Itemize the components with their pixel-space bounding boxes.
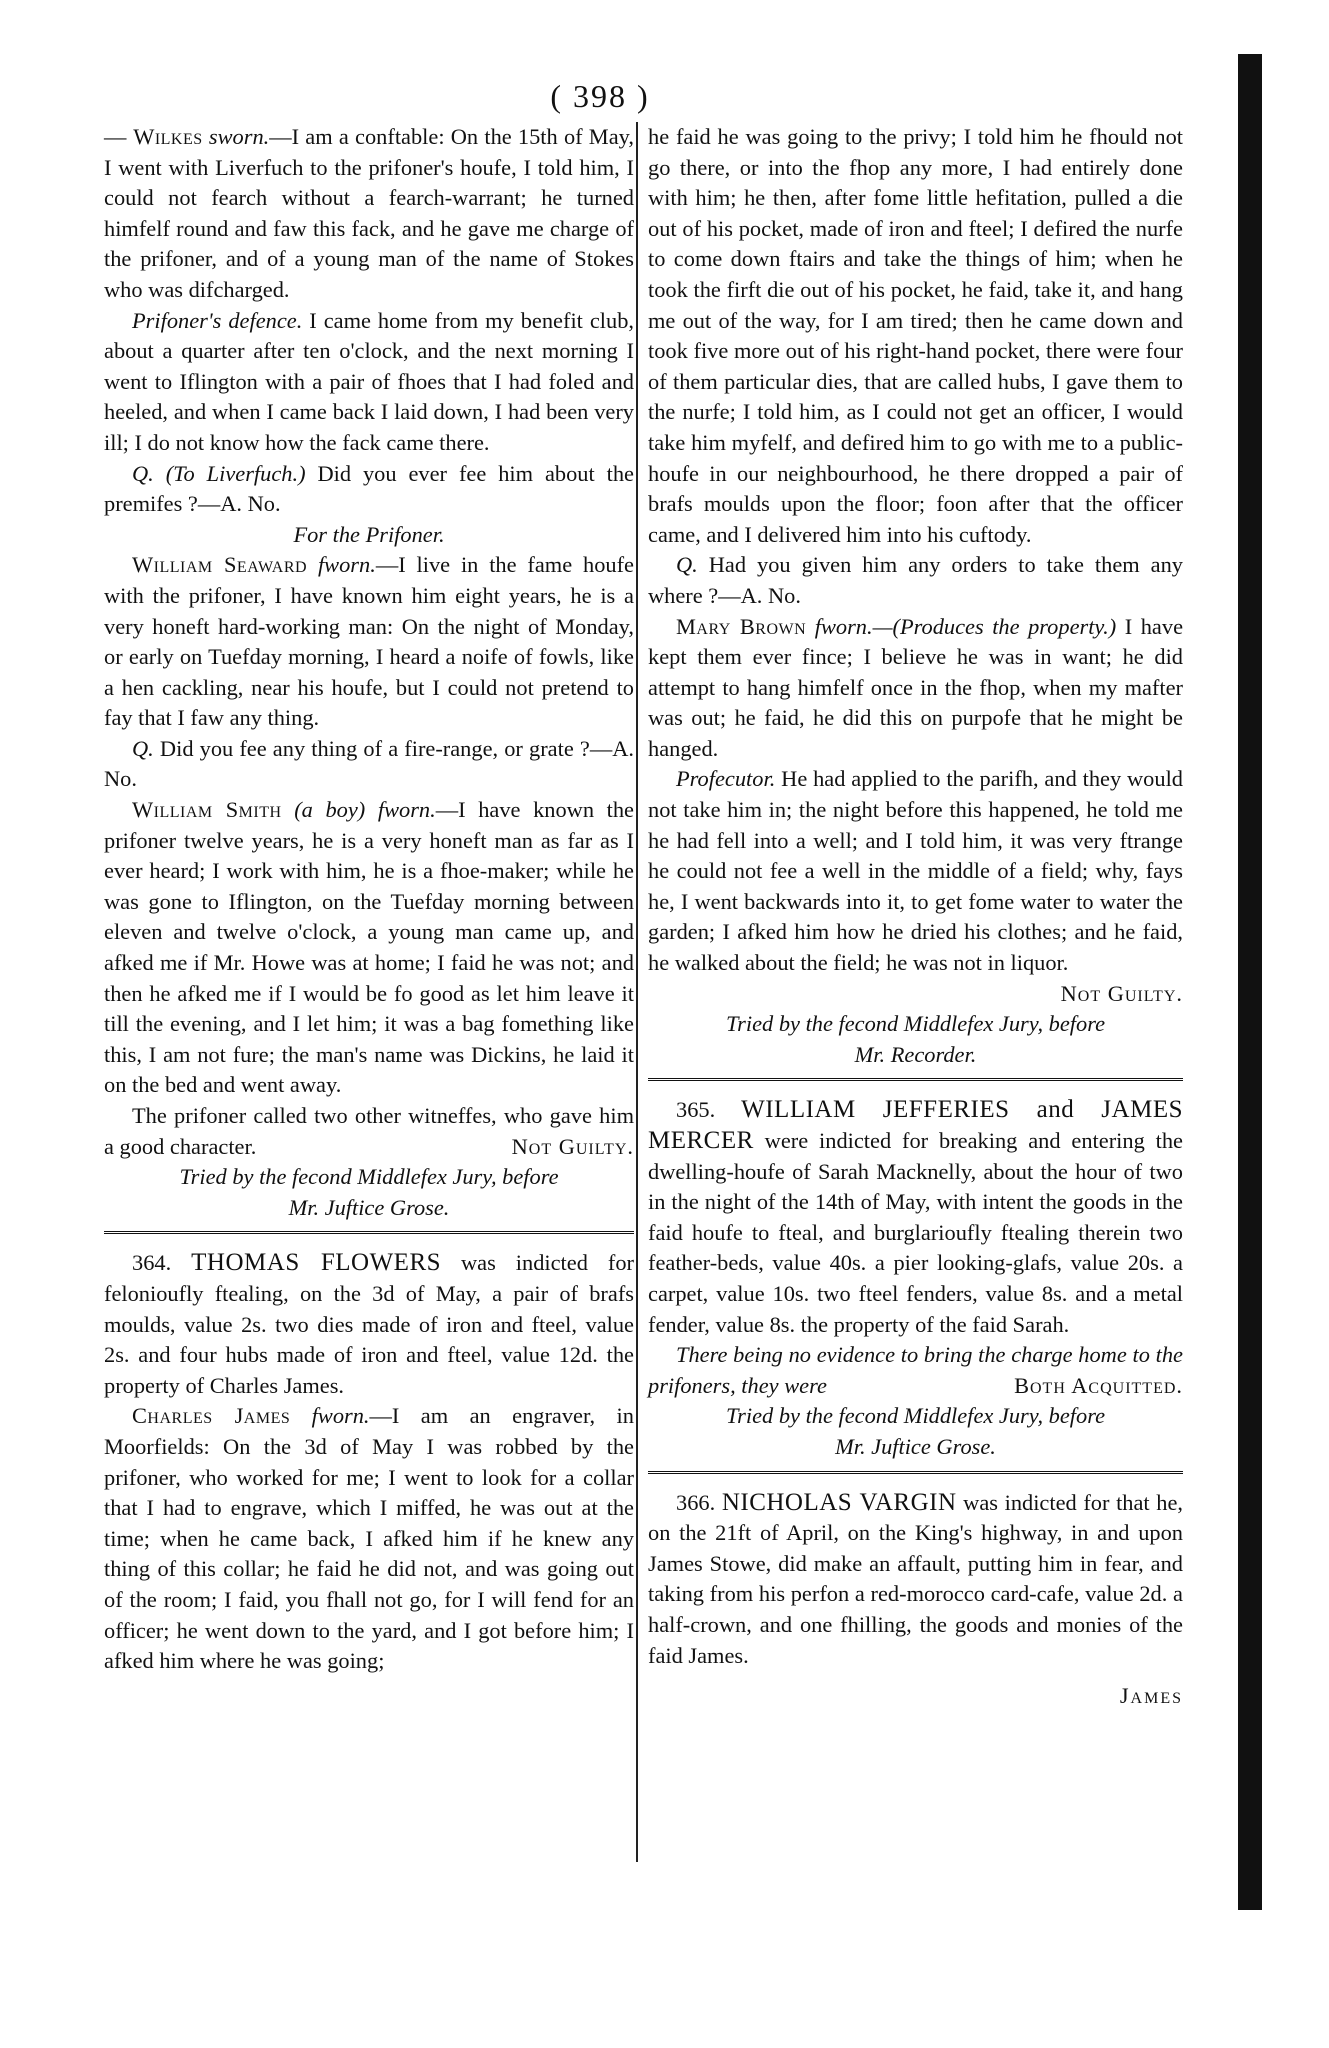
right-column — [648, 122, 1183, 1712]
speaker-name: William Seaward — [132, 552, 308, 578]
defendant-name: THOMAS FLOWERS — [191, 1249, 442, 1277]
indictment-text: was indicted for that he, on the 21ft of April, on the King's highway, in and upon James Stowe, did make an affault, putting him in fear, and taking from his perfon a red-morocco card-cafe, value 2d. a half-crown, and one fhilling, the goods and monies of the faid James. — [648, 1489, 1183, 1668]
question-text: Did you ever fee him about the premifes ?—A. No. — [104, 460, 634, 517]
sworn-label: fworn. — [317, 552, 376, 578]
question-orders — [648, 550, 1183, 611]
speaker-name: Charles James — [132, 1403, 291, 1429]
question-prefix: Q. — [132, 735, 154, 761]
section-divider — [648, 1078, 1183, 1081]
question-prefix: Q. — [676, 552, 698, 578]
tried-line: Tried by the fecond Middlefex Jury, before — [179, 1164, 559, 1190]
smith-testimony — [104, 795, 634, 1101]
column-divider — [636, 122, 638, 1862]
for-the-prisoner-heading: For the Prifoner. — [293, 521, 445, 547]
seaward-testimony — [104, 550, 634, 734]
judge-line: Mr. Juftice Grose. — [835, 1433, 996, 1459]
prisoner-defence — [104, 306, 634, 459]
acquittal-text: There being no evidence to bring the charge home to the prifoners, they were — [648, 1342, 1183, 1398]
speaker-name: — Wilkes — [104, 124, 203, 149]
other-witnesses — [104, 1101, 634, 1162]
charles-james-testimony — [104, 1401, 634, 1676]
speaker-name: Mary Brown — [676, 613, 807, 639]
testimony-text: —I am a conftable: On the 15th of May, I went with Liverfuch to the prifoner's houfe, I told him, I could not fearch without a fearch-warrant; he turned himfelf round and faw this fack, and he gave me charge of the prifoner, and of a young man of the name of Stokes who was difcharged. — [104, 124, 634, 302]
testimony-text: —I live in the fame houfe with the prifoner, I have known him eight years, he is a very honeft hard-working man: On the night of Monday, or early on Tuefday morning, I heard a noife of fowls, like a hen cackling, near his houfe, but I could not pretend to fay that I faw any thing. — [104, 552, 634, 731]
case-364-heading — [104, 1248, 634, 1401]
question-text: Did you fee any thing of a fire-range, or grate ?—A. No. — [104, 735, 634, 792]
defence-label: Prifoner's defence. — [132, 307, 303, 333]
wilkes-testimony — [104, 122, 634, 306]
indictment-text: was indicted for felonioufly ftealing, on the 3d of May, a pair of brafs moulds, value 2s. two dies made of iron and fteel, value 2s. and four hubs made of iron and fteel, value 12d. the property of Charles James. — [104, 1250, 634, 1398]
question-prefix: Q. (To Liverfuch.) — [132, 460, 306, 486]
tried-line: Tried by the fecond Middlefex Jury, before — [725, 1011, 1106, 1037]
sworn-label: sworn. — [208, 124, 270, 149]
prosecutor-text: He had applied to the parifh, and they would not take him in; the night before this happened, he told me he had fell into a well; and I told him, it was very ftrange he could not fee a well in the middle of a field; why, fays he, I went backwards into it, to get fome water to water the garden; I afked him how he dried his clothes; and he faid, he walked about the field; he was not in liquor. — [648, 766, 1183, 976]
section-divider — [104, 1231, 634, 1234]
verdict-acquitted: Both Acquitted. — [1014, 1372, 1183, 1398]
verdict-not-guilty: Not Guilty. — [511, 1133, 634, 1159]
judge-line: Mr. Recorder. — [854, 1041, 977, 1067]
testimony-text: —I am an engraver, in Moorfields: On the 3d of May I was robbed by the prifoner, who worked for me; I went to look for a collar that I had to engrave, which I miffed, he was out at the time; when he came back, I afked him if he knew any thing of this collar; he faid he did not, and was going out of the room; I faid, you fhall not go, for I will fend for an officer; he went down to the yard, and I got before him; I afked him where he was going; — [104, 1403, 634, 1674]
question-to-liversuch — [104, 459, 634, 520]
testimony-text: I have kept them ever fince; I believe he was in want; he did attempt to hang himfelf once in the fhop, when my mafter was out; he faid, he did this on purpofe that he might be hanged. — [648, 613, 1184, 761]
case-number: 365. — [676, 1097, 716, 1123]
question-text: Had you given him any orders to take them any where ?—A. No. — [648, 552, 1183, 608]
right-edge-bar — [1238, 54, 1262, 1910]
prosecutor-statement — [648, 764, 1183, 1006]
charles-james-continuation: he faid he was going to the privy; I told him he fhould not go there, or into the fhop any more, I had entirely done with him; he then, after fome little hefitation, pulled a die out of his pocket, made of iron and fteel; I defired the nurfe to come down ftairs and take the things of him; when he took the firft die out of his pocket, he faid, take it, and hang me out of the way, for I am tired; then he came down and took five more out of his right-hand pocket, there were four of them particular dies, that are called hubs, I gave them to the nurfe; I told him, as I could not get an officer, I would take him myfelf, and defired him to go with me to a public-houfe in our neighbourhood, he there dropped a pair of brafs moulds upon the floor; foon after that the officer came, and I delivered him into his cuftody. — [648, 124, 1183, 547]
defendant-name: WILLIAM JEFFERIES and JAMES MERCER — [648, 1096, 1183, 1154]
defendant-name: NICHOLAS VARGIN — [721, 1488, 957, 1516]
section-divider — [648, 1471, 1183, 1474]
verdict-not-guilty: Not Guilty. — [1060, 980, 1183, 1006]
testimony-text: —I have known the prifoner twelve years, he is a very honeft man as far as I ever heard; I work with him, he is a fhoe-maker; while he was gone to Iflington, on the Tuefday morning between eleven and twelve o'clock, a young man came up, and afked me if Mr. Howe was at home; I faid he was not; and then he afked me if I would be fo good as let him leave it till the evening, and I let him; it was a bag fomething like this, I am not fure; the man's name was Dickins, he laid it on the bed and went away. — [104, 797, 634, 1098]
case-number: 364. — [132, 1250, 172, 1276]
acquittal-statement — [648, 1340, 1183, 1401]
sworn-label: fworn.—(Produces the property.) — [814, 613, 1117, 639]
witnesses-text: The prifoner called two other witneffes, who gave him a good character. — [104, 1103, 634, 1159]
defence-text: I came home from my benefit club, about a quarter after ten o'clock, and the next morning I went to Iflington with a pair of fhoes that I had foled and heeled, and when I came back I laid down, I had been very ill; I do not know how the fack came there. — [104, 307, 634, 455]
case-365-heading — [648, 1095, 1183, 1340]
page-number: ( 398 ) — [550, 78, 650, 114]
indictment-text: were indicted for breaking and entering the dwelling-houfe of Sarah Macknelly, about the hour of two in the night of the 14th of May, with intent the goods in the faid houfe to fteal, and burglarioufly ftealing therein two feather-beds, value 40s. a pier looking-glafs, value 20s. a carpet, value 10s. two fteel fenders, value 8s. and a metal fender, value 8s. the property of the faid Sarah. — [648, 1128, 1183, 1337]
mary-brown-testimony — [648, 612, 1183, 765]
sworn-label: (a boy) fworn. — [294, 797, 436, 823]
judge-line: Mr. Juftice Grose. — [288, 1194, 450, 1220]
case-366-heading — [648, 1488, 1183, 1672]
sworn-label: fworn. — [311, 1403, 370, 1429]
tried-line: Tried by the fecond Middlefex Jury, before — [725, 1403, 1106, 1429]
case-number: 366. — [676, 1489, 716, 1515]
speaker-name: William Smith — [132, 797, 282, 823]
question-fire-range — [104, 734, 634, 795]
prosecutor-label: Profecutor. — [676, 766, 776, 792]
left-column — [104, 122, 634, 1677]
catchword: James — [1119, 1683, 1183, 1709]
